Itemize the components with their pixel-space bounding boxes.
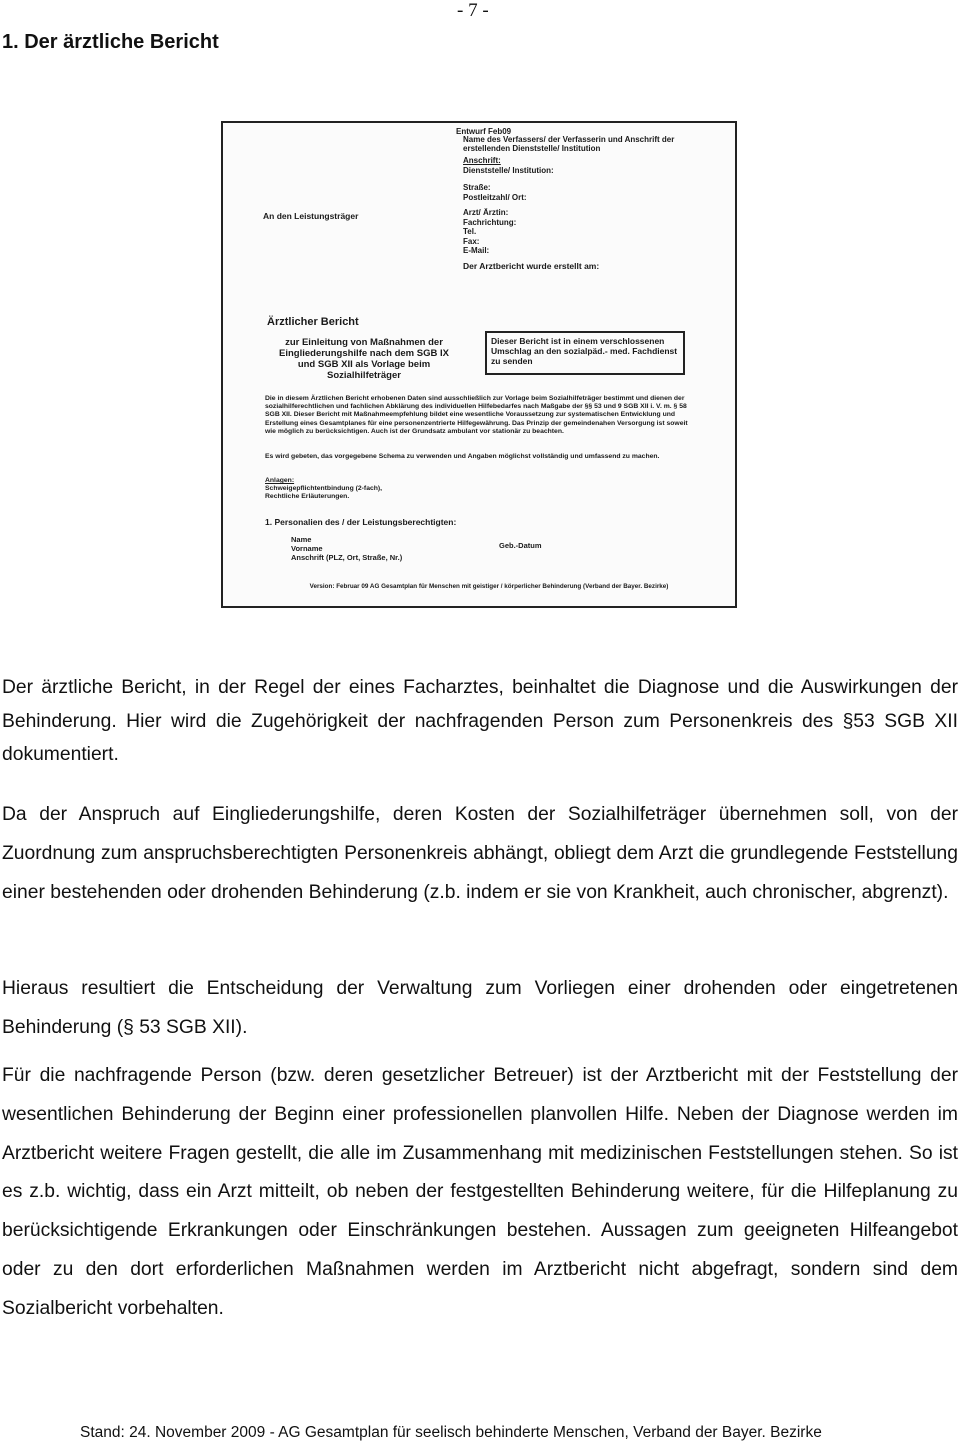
form-personal-fields: Name Vorname Anschrift (PLZ, Ort, Straße, Nr.) xyxy=(291,535,403,562)
form-version-line: Version: Februar 09 AG Gesamtplan für Menschen mit geistiger / körperlicher Behinderung (Verband der Bayer. Bezirke) xyxy=(309,583,669,590)
paragraph-report-contents: Der ärztliche Bericht, in der Regel der eines Facharztes, beinhaltet die Diagnose und die Auswirkungen der Behinderung. Hier wird die Zugehörigkeit der nachfragenden Person zum Personenkreis des §53 SGB XII dokumentiert. xyxy=(2,677,958,765)
form-created-date-label: Der Arztbericht wurde erstellt am: xyxy=(463,261,600,271)
form-birthdate-label: Geb.-Datum xyxy=(499,541,542,550)
form-recipient-label: An den Leistungsträger xyxy=(263,211,359,221)
form-subtitle: zur Einleitung von Maßnahmen der Eingliederungshilfe nach dem SGB IX und SGB XII als Vorlage beim Sozialhilfeträger xyxy=(279,337,449,381)
form-author-header: Name des Verfassers/ der Verfasserin und Anschrift der erstellenden Dienststelle/ Institution xyxy=(463,135,675,153)
scanned-form-image xyxy=(221,121,737,608)
form-section-personal-data: 1. Personalien des / der Leistungsberechtigten: xyxy=(265,517,457,527)
form-envelope-note: Dieser Bericht ist in einem verschlossenen Umschlag an den sozialpäd.- med. Fachdienst zu senden xyxy=(485,331,685,375)
form-address-block: Anschrift: Dienststelle/ Institution: Straße: Postleitzahl/ Ort: Arzt/ Ärztin: Fachrichtung: Tel. Fax: E-Mail: xyxy=(463,156,554,255)
paragraph-entitlement: Da der Anspruch auf Eingliederungshilfe, deren Kosten der Sozialhilfeträger übernehmen soll, von der Zuordnung zum anspruchsberechtigten Personenkreis abhängt, obliegt dem Arzt die grundlegende Feststellung einer bestehenden oder drohenden Behinderung (z.b. indem er sie von Krankheit, auch chronischer, abgrenzt). xyxy=(2,804,958,903)
page-heading: 1. Der ärztliche Bericht xyxy=(2,31,219,53)
form-attachments: Anlagen: Schweigepflichtentbindung (2-fach), Rechtliche Erläuterungen. xyxy=(265,477,383,501)
page-footer: Stand: 24. November 2009 - AG Gesamtplan für seelisch behinderte Menschen, Verband der Bayer. Bezirke xyxy=(80,1424,822,1441)
paragraph-planning: Für die nachfragende Person (bzw. deren gesetzlicher Betreuer) ist der Arztbericht mit der Feststellung der wesentlichen Behinderung der Beginn einer professionellen planvollen Hilfe. Neben der Diagnose werden im Arztbericht weitere Fragen gestellt, die alle im Zusammenhang mit medizinischen Feststellungen stehen. So ist es z.b. wichtig, dass ein Arzt mitteilt, ob neben der festgestellten Behinderung weitere, für die Hilfeplanung zu berücksichtigende Erkrankungen oder Einschränkungen bestehen. Aussagen zum geeigneten Hilfeangebot oder zu den dort erforderlichen Maßnahmen werden im Arztbericht nicht abgefragt, sondern sind dem Sozialbericht vorbehalten. xyxy=(2,1065,958,1319)
form-request-paragraph: Es wird gebeten, das vorgegebene Schema zu verwenden und Angaben möglichst vollständig und umfassend zu machen. xyxy=(265,453,660,460)
form-intro-paragraph: Die in diesem Ärztlichen Bericht erhobenen Daten sind ausschließlich zur Vorlage beim Sozialhilfeträger bestimmt und dienen der sozialhilferechtlichen und fachlichen Abklärung des individuellen Hilfebedarfes nach Maßgabe der §§ 53 und 9 SGB XII i. V. m. § 58 SGB XII. Dieser Bericht mit Maßnahmeempfehlung bildet eine wesentliche Voraussetzung zur systematischen Entwicklung und Erstellung eines Gesamtplanes für eine personenzentrierte Hilfegewährung. Das Prinzip der gemeindenahen Versorgung ist soweit wie möglich zu berücksichtigen. Auch ist der Grundsatz ambulant vor stationär zu beachten. xyxy=(265,395,688,435)
paragraph-administration-decision: Hieraus resultiert die Entscheidung der Verwaltung zum Vorliegen einer drohenden oder eingetretenen Behinderung (§ 53 SGB XII). xyxy=(2,978,958,1038)
page-number: - 7 - xyxy=(457,0,489,21)
form-draft-label: Entwurf Feb09 xyxy=(456,127,512,136)
form-title: Ärztlicher Bericht xyxy=(267,316,359,328)
